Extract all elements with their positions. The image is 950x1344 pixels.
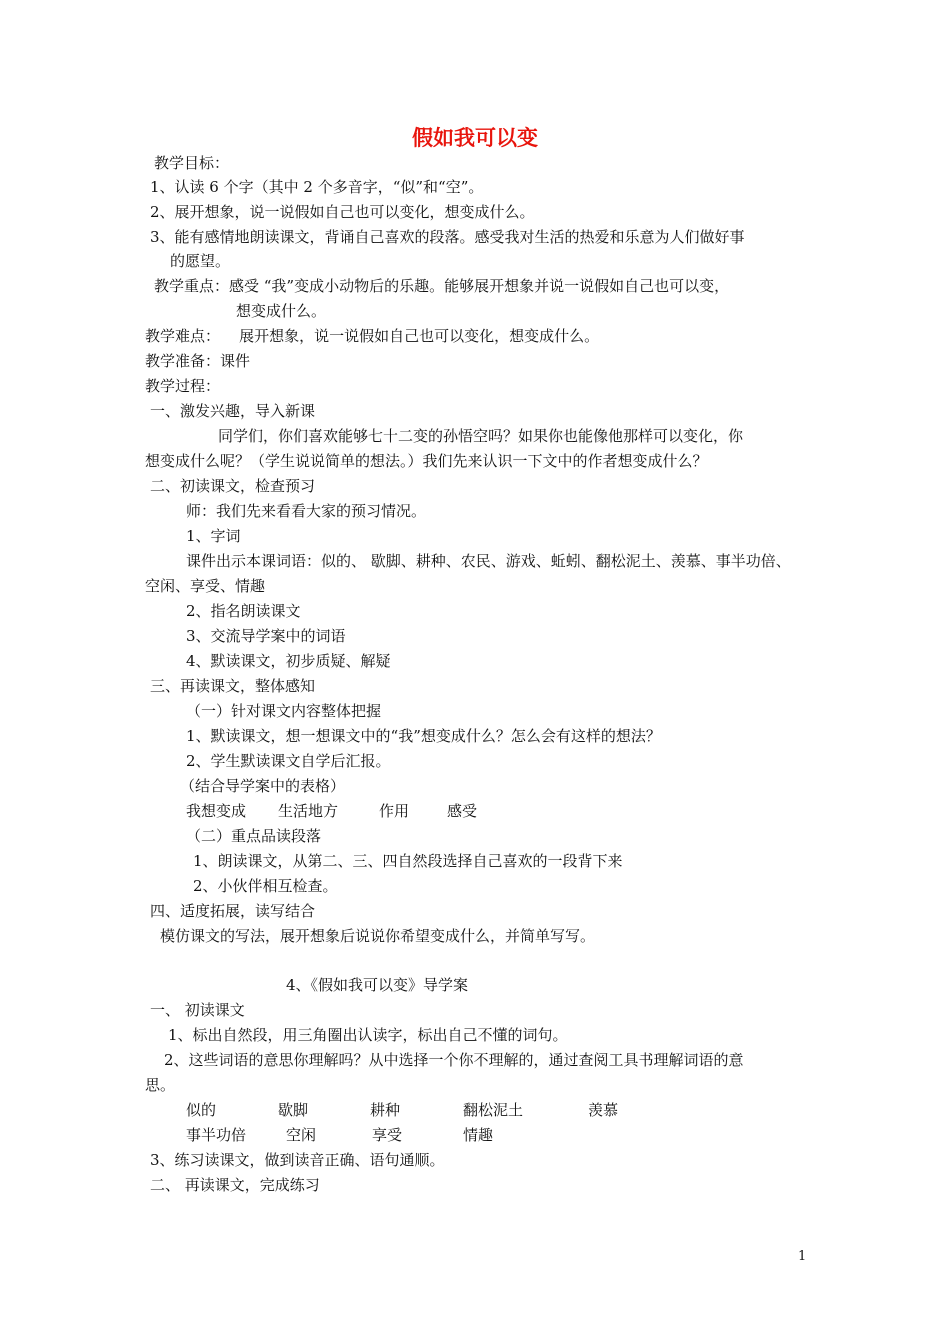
objective-2: 2、展开想象，说一说假如自己也可以变化，想变成什么。 <box>150 203 535 221</box>
guide-item-3: 3、练习读课文，做到读音正确、语句通顺。 <box>150 1151 445 1169</box>
table-header: 我想变成 <box>186 802 247 820</box>
process-heading: 教学过程： <box>145 377 221 395</box>
key-points-cont: 想变成什么。 <box>236 302 327 320</box>
objective-3-cont: 的愿望。 <box>170 252 231 270</box>
table-header: 感受 <box>447 802 478 820</box>
vocab-word: 享受 <box>372 1126 403 1144</box>
section-3-item-3: 1、朗读课文，从第二、三、四自然段选择自己喜欢的一段背下来 <box>193 852 623 870</box>
section-2-item-4: 4、默读课文，初步质疑、解疑 <box>186 652 391 670</box>
guide-item-2-cont: 思。 <box>145 1076 176 1094</box>
vocab-word: 事半功倍 <box>186 1126 247 1144</box>
table-header: 作用 <box>379 802 410 820</box>
section-3-item-4: 2、小伙伴相互检查。 <box>193 877 338 895</box>
section-1-heading: 一、激发兴趣，导入新课 <box>150 402 316 420</box>
key-points: 教学重点：感受 “我”变成小动物后的乐趣。能够展开想象并说一说假如自己也可以变， <box>154 277 730 295</box>
guide-section-1-heading: 一、 初读课文 <box>150 1001 245 1019</box>
section-4-text: 模仿课文的写法，展开想象后说说你希望变成什么，并简单写写。 <box>160 927 596 945</box>
objective-1: 1、认读 6 个字（其中 2 个多音字，“似”和“空”。 <box>150 178 484 196</box>
section-3-sub-1: （一）针对课文内容整体把握 <box>186 702 382 720</box>
section-3-item-1: 1、默读课文，想一想课文中的“我”想变成什么？怎么会有这样的想法？ <box>186 727 661 745</box>
section-2-item-1: 1、字词 <box>186 527 241 545</box>
table-note: （结合导学案中的表格） <box>180 777 346 795</box>
difficulty: 教学难点： 展开想象，说一说假如自己也可以变化，想变成什么。 <box>145 327 600 345</box>
objective-3: 3、能有感情地朗读课文，背诵自己喜欢的段落。感受我对生活的热爱和乐意为人们做好事 <box>150 228 745 246</box>
vocab-word: 翻松泥土 <box>463 1101 524 1119</box>
section-3-sub-2: （二）重点品读段落 <box>186 827 322 845</box>
document-title: 假如我可以变 <box>412 126 538 150</box>
vocab-word: 歇脚 <box>278 1101 309 1119</box>
section-2-item-3: 3、交流导学案中的词语 <box>186 627 346 645</box>
vocab-word: 似的 <box>186 1101 217 1119</box>
section-3-item-2: 2、学生默读课文自学后汇报。 <box>186 752 391 770</box>
guide-title: 4、《假如我可以变》导学案 <box>286 976 469 994</box>
vocab-word: 情趣 <box>463 1126 494 1144</box>
section-1-text-cont: 想变成什么呢？（学生说说简单的想法。）我们先来认识一下文中的作者想变成什么？ <box>145 452 708 470</box>
guide-item-1: 1、标出自然段，用三角圈出认读字，标出自己不懂的词句。 <box>168 1026 568 1044</box>
table-header: 生活地方 <box>278 802 339 820</box>
vocab-line-cont: 空闲、享受、情趣 <box>145 577 266 595</box>
page-number: 1 <box>798 1249 807 1264</box>
guide-item-2: 2、这些词语的意思你理解吗？从中选择一个你不理解的，通过查阅工具书理解词语的意 <box>164 1051 744 1069</box>
vocab-word: 羡慕 <box>588 1101 619 1119</box>
objectives-heading: 教学目标： <box>154 154 230 172</box>
guide-section-2-heading: 二、 再读课文，完成练习 <box>150 1176 320 1194</box>
section-2-item-2: 2、指名朗读课文 <box>186 602 301 620</box>
vocab-line: 课件出示本课词语：似的、 歇脚、耕种、农民、游戏、蚯蚓、翻松泥土、羡慕、事半功倍、 <box>186 552 791 570</box>
section-4-heading: 四、适度拓展，读写结合 <box>150 902 316 920</box>
section-3-heading: 三、再读课文，整体感知 <box>150 677 316 695</box>
section-2-heading: 二、初读课文，检查预习 <box>150 477 316 495</box>
section-1-text: 同学们，你们喜欢能够七十二变的孙悟空吗？如果你也能像他那样可以变化，你 <box>218 427 744 445</box>
vocab-word: 耕种 <box>370 1101 401 1119</box>
preparation: 教学准备：课件 <box>145 352 251 370</box>
section-2-intro: 师：我们先来看看大家的预习情况。 <box>186 502 427 520</box>
vocab-word: 空闲 <box>286 1126 317 1144</box>
